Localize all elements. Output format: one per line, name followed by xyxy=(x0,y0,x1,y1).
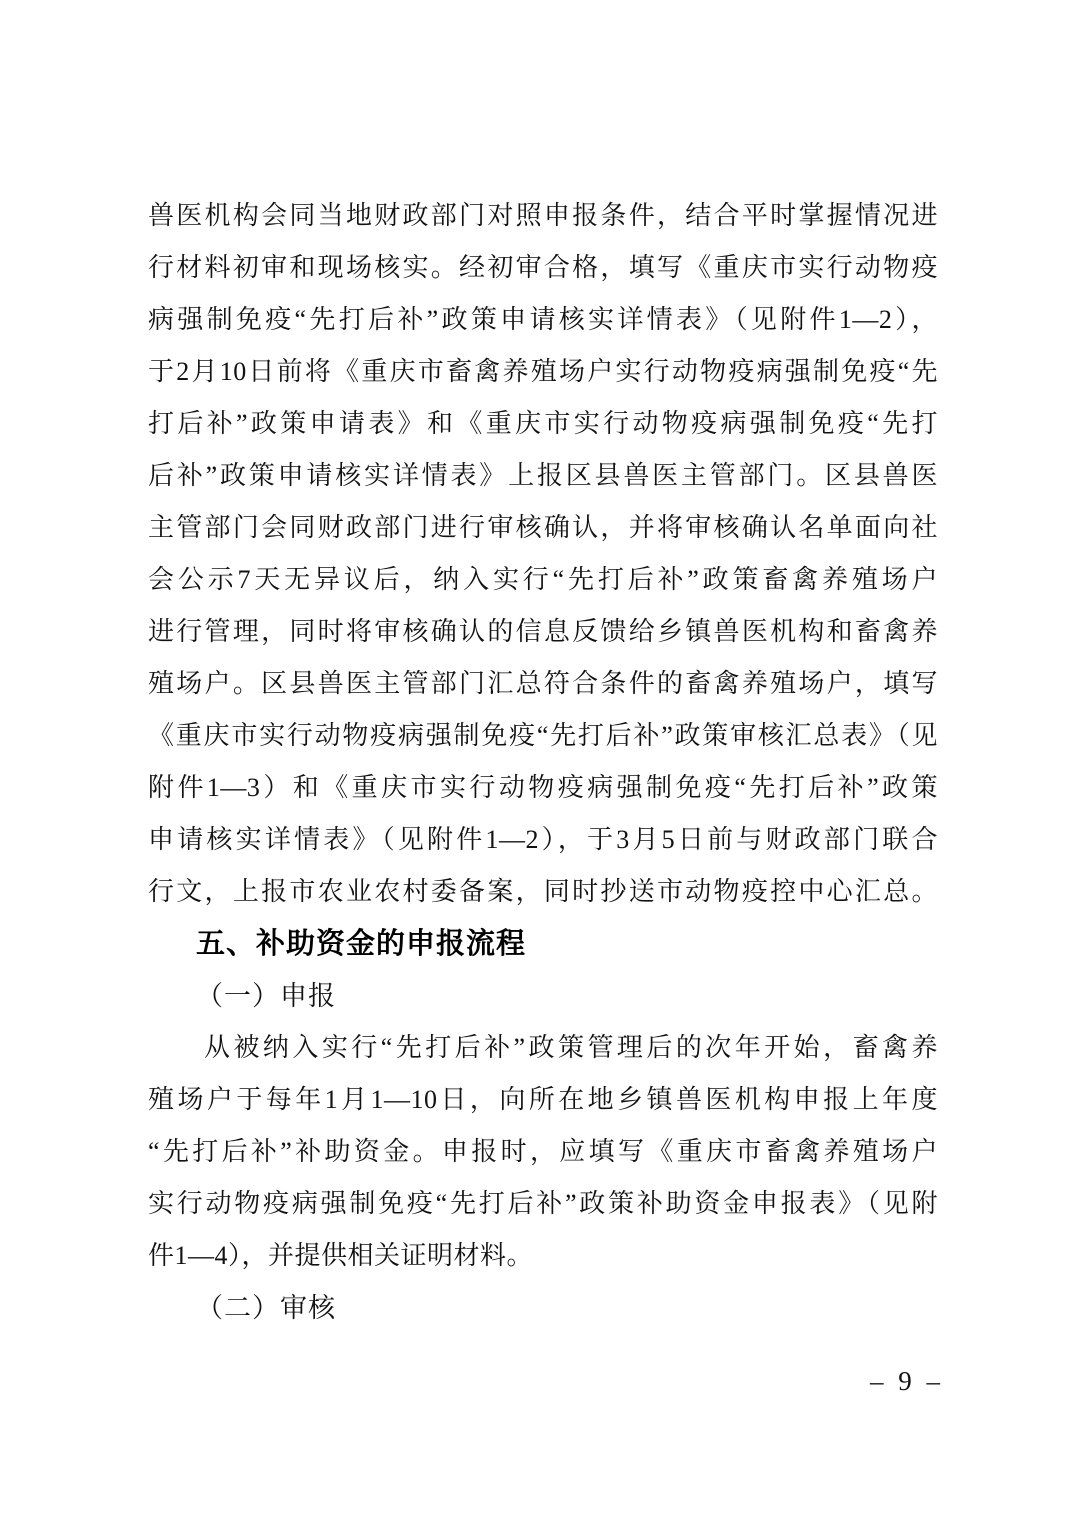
body-text-line: 主管部门会同财政部门进行审核确认，并将审核确认名单面向社 xyxy=(148,513,938,542)
body-text-line: 进行管理，同时将审核确认的信息反馈给乡镇兽医机构和畜禽养 xyxy=(148,617,938,646)
body-text-line: 兽医机构会同当地财政部门对照申报条件，结合平时掌握情况进 xyxy=(148,201,938,230)
body-text-line: 附件1—3）和《重庆市实行动物疫病强制免疫“先打后补”政策 xyxy=(148,773,938,802)
body-text-line: 殖场户。区县兽医主管部门汇总符合条件的畜禽养殖场户，填写 xyxy=(148,669,938,698)
body-text-line: 行文，上报市农业农村委备案，同时抄送市动物疫控中心汇总。 xyxy=(148,877,938,906)
body-text-line: 《重庆市实行动物疫病强制免疫“先打后补”政策审核汇总表》（见 xyxy=(148,721,938,750)
body-text-line: 病强制免疫“先打后补”政策申请核实详情表》（见附件1—2）， xyxy=(148,305,938,334)
body-text-line: 后补”政策申请核实详情表》上报区县兽医主管部门。区县兽医 xyxy=(148,461,938,490)
body-text-line: 于2月10日前将《重庆市畜禽养殖场户实行动物疫病强制免疫“先 xyxy=(148,357,938,386)
body-text-line: 件1—4），并提供相关证明材料。 xyxy=(148,1241,534,1270)
body-text-line: 从被纳入实行“先打后补”政策管理后的次年开始，畜禽养 xyxy=(204,1033,938,1062)
section-heading: 五、补助资金的申报流程 xyxy=(196,928,527,960)
subsection-heading-1: （一）申报 xyxy=(196,981,336,1011)
body-text-line: “先打后补”补助资金。申报时，应填写《重庆市畜禽养殖场户 xyxy=(148,1137,938,1166)
body-text-line: 申请核实详情表》（见附件1—2），于3月5日前与财政部门联合 xyxy=(148,825,938,854)
subsection-heading-2: （二）审核 xyxy=(196,1293,336,1323)
body-text-line: 殖场户于每年1月1—10日，向所在地乡镇兽医机构申报上年度 xyxy=(148,1085,938,1114)
body-text-line: 行材料初审和现场核实。经初审合格，填写《重庆市实行动物疫 xyxy=(148,253,938,282)
body-text-line: 打后补”政策申请表》和《重庆市实行动物疫病强制免疫“先打 xyxy=(148,409,938,438)
body-text-line: 实行动物疫病强制免疫“先打后补”政策补助资金申报表》（见附 xyxy=(148,1189,938,1218)
page-number: – 9 – xyxy=(870,1366,944,1396)
body-text-line: 会公示7天无异议后，纳入实行“先打后补”政策畜禽养殖场户 xyxy=(148,565,938,594)
document-body xyxy=(148,190,938,1334)
